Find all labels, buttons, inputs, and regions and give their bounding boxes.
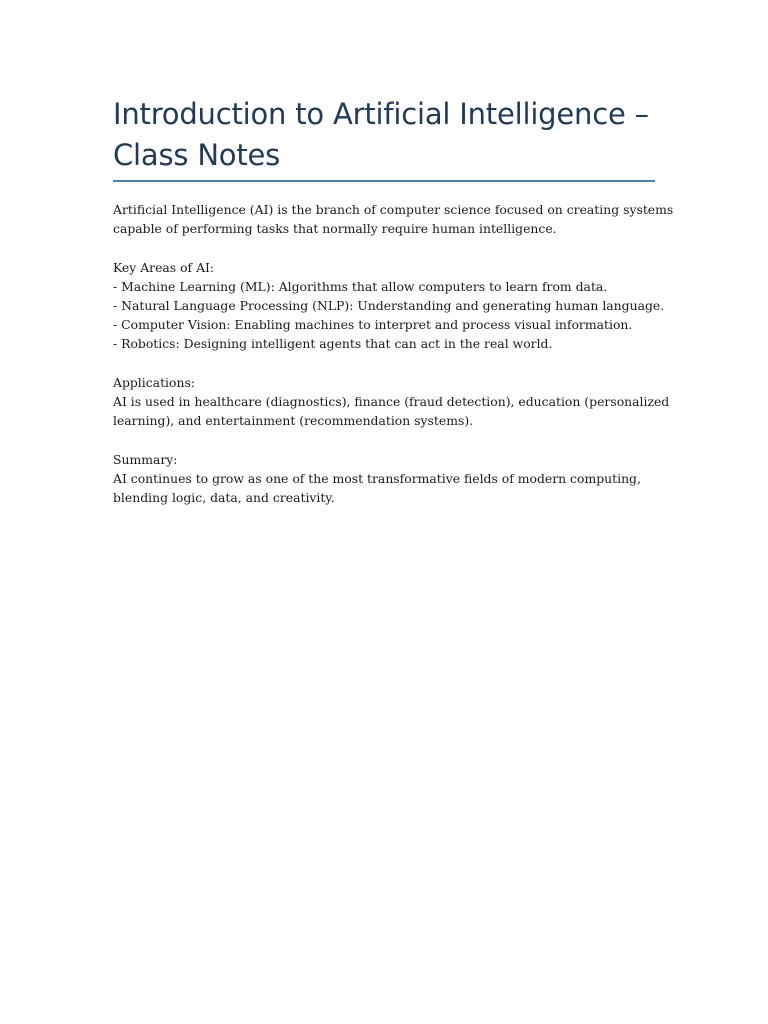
summary-heading: Summary: bbox=[113, 451, 178, 467]
document-title bbox=[113, 94, 673, 176]
summary-line: AI continues to grow as one of the most transformative fields of modern computing, bbox=[113, 470, 641, 486]
title-line: Class Notes bbox=[113, 138, 281, 172]
intro-line: Artificial Intelligence (AI) is the branch of computer science focused on creating systems bbox=[113, 202, 674, 217]
applications-section bbox=[113, 373, 670, 431]
document-body bbox=[113, 200, 674, 526]
key-areas-heading: Key Areas of AI: bbox=[113, 259, 215, 275]
intro-paragraph bbox=[113, 200, 674, 238]
key-area-item: - Machine Learning (ML): Algorithms that allow computers to learn from data. bbox=[113, 278, 608, 294]
applications-heading: Applications: bbox=[113, 374, 195, 390]
key-area-item: - Computer Vision: Enabling machines to interpret and process visual information. bbox=[113, 317, 633, 333]
key-area-item: - Natural Language Processing (NLP): Understanding and generating human language. bbox=[113, 298, 665, 313]
applications-line: learning), and entertainment (recommendation systems). bbox=[113, 413, 474, 429]
key-areas-section bbox=[113, 258, 665, 354]
summary-section bbox=[113, 450, 658, 508]
applications-line: AI is used in healthcare (diagnostics), finance (fraud detection), education (personalized bbox=[113, 394, 670, 409]
key-area-item: - Robotics: Designing intelligent agents that can act in the real world. bbox=[113, 336, 553, 352]
summary-line: blending logic, data, and creativity. bbox=[113, 490, 335, 505]
intro-line: capable of performing tasks that normally require human intelligence. bbox=[113, 221, 557, 237]
title-underline-divider bbox=[113, 180, 655, 182]
title-line: Introduction to Artificial Intelligence – bbox=[113, 97, 649, 131]
